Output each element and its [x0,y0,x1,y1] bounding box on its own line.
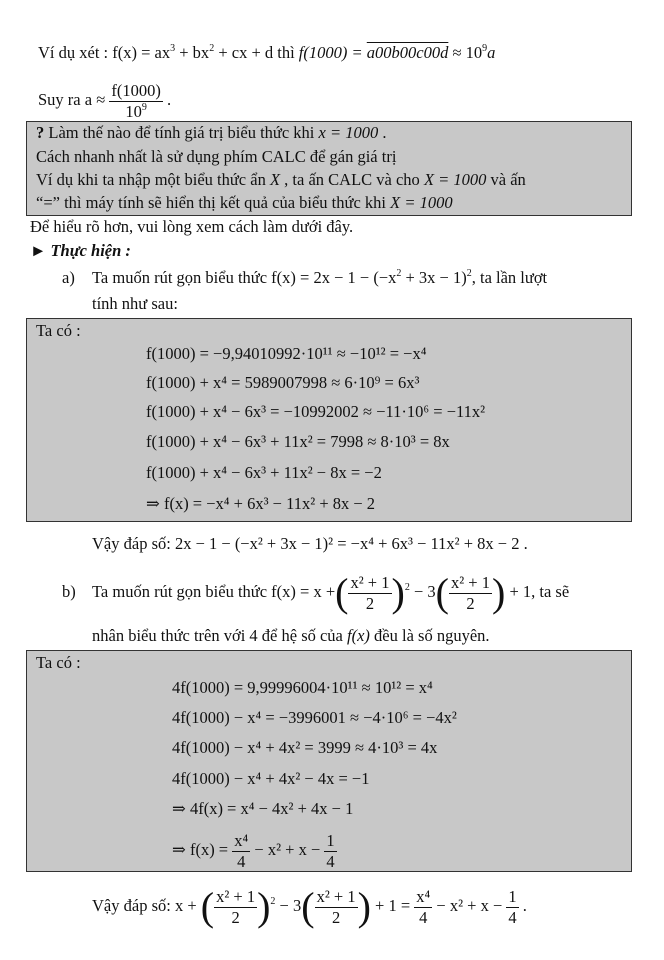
part-b-line-1: Ta muốn rút gọn biểu thức f(x) = x +( $\frac{\text{x² + 1}}{2}$ )$^2$ − 3( $\frac{\text{x² + 1}}{2}$ ) + 1, ta sẽ [92,570,570,616]
expr-part: ⇒ f(x) = [172,840,233,859]
part-b-step: ⇒ 4f(x) = x⁴ − 4x² + 4x − 1 [172,799,354,818]
part-a-step: f(1000) + x⁴ = 5989007998 ≈ 6·10⁹ = 6x³ [146,373,420,392]
part-b-answer: Vậy đáp số: x + ( $\frac{\text{x² + 1}}{2}$ )$^2$ − 3( $\frac{\text{x² + 1}}{2}$ ) + 1 = $\frac{\text{x⁴}}{4}$ − x² + x − $\frac{1}{4}$ . [92,884,527,930]
expr-part: ≈ 10 [448,43,483,62]
fraction [232,831,250,872]
part-a-step: f(1000) + x⁴ − 6x³ + 11x² − 8x = −2 [146,463,382,482]
fraction-numerator: x² + 1 [316,886,356,906]
question-line-4 [36,192,453,214]
part-a-box-title: Ta có : [36,321,81,340]
expr-part: x = 1000 [318,123,379,142]
part-a-line-1: Ta muốn rút gọn biểu thức $f(x) = 2x - 1 - (-x^2 + 3x - 1)^2$, ta lần lượt [92,268,548,287]
fraction-denominator: 4 [419,907,428,927]
expr-part: − 3 [275,896,302,915]
part-b-step: 4f(1000) − x⁴ + 4x² = 3999 ≈ 4·10³ = 4x [172,738,438,757]
fraction-numerator: 1 [508,886,517,906]
exponent: 9 [482,43,488,54]
punct: . [162,90,172,109]
part-text: , ta lần lượt [471,268,548,287]
part-text: Ta muốn rút gọn biểu thức f(x) = x + [92,582,336,601]
part-text: − 3 [409,582,436,601]
intro-line-1: Ví dụ xét : $f(x) = ax^3 + bx^2$ + cx + d thì $f(1000) = a00b00c00d \approx 10^9a$ [38,43,496,62]
fraction [324,831,336,872]
question-mark-icon: ? [36,123,45,142]
fraction-numerator: f(1000) [111,80,161,100]
part-text: đều là số nguyên. [369,626,490,645]
intro-text: Ví dụ xét : [38,43,113,62]
punct: . [378,123,387,142]
question-text: “=” thì máy tính sẽ hiển thị kết quả của biểu thức khi [36,193,391,212]
answer-expr: 2x − 1 − (−x² + 3x − 1)² = −x⁴ + 6x³ − 11x² + 8x − 2 . [174,534,528,553]
fraction-denominator: 4 [326,851,335,871]
answer-label: Vậy đáp số: [92,534,175,553]
part-text: nhân biểu thức trên với 4 để hệ số của [92,626,348,645]
part-a-answer [92,533,528,555]
fraction-numerator: x⁴ [234,830,249,850]
intro-text: Suy ra a ≈ [38,90,110,109]
fraction-numerator: x⁴ [416,886,431,906]
part-b-step: 4f(1000) − x⁴ = −3996001 ≈ −4·10⁶ = −4x² [172,708,457,727]
question-text: và ấn [486,170,526,189]
section-title: ► Thực hiện : [30,241,131,260]
expr-part: − x² + x − [250,840,325,859]
fraction [414,887,432,928]
fraction-denominator: 4 [237,851,246,871]
part-b-step: 4f(1000) = 9,99996004·10¹¹ ≈ 10¹² = x⁴ [172,678,433,697]
part-text: + 3x − 1) [401,268,467,287]
part-b-step: 4f(1000) − x⁴ + 4x² − 4x = −1 [172,769,370,788]
intro-text: thì [273,43,299,62]
expr-part: X = 1000 [390,193,453,212]
fraction [214,887,257,928]
fraction-numerator: x² + 1 [350,572,390,592]
after-box-text: Để hiểu rõ hơn, vui lòng xem cách làm dưới đây. [30,217,354,236]
part-b-box-title: Ta có : [36,653,81,672]
question-line-1 [36,122,386,144]
fraction-denominator: 2 [365,593,375,613]
fraction-denominator: 2 [231,907,240,927]
fraction-numerator: x² + 1 [216,886,256,906]
overlined-digits: a00b00c00d [366,43,449,62]
fraction [506,887,518,928]
fraction-denominator: 4 [508,907,517,927]
fraction-numerator: 1 [326,830,335,850]
expr-part: + cx + d [214,43,274,62]
part-a-step: f(1000) = −9,94010992·10¹¹ ≈ −10¹² = −x⁴ [146,344,427,363]
answer-label: Vậy đáp số: x + [92,896,201,915]
part-b-label: b) [62,582,76,601]
part-a-step: f(1000) + x⁴ − 6x³ + 11x² = 7998 ≈ 8·10³ = 8x [146,432,450,451]
expr-part: X = 1000 [423,170,487,189]
expr-part: − x² + x − [432,896,507,915]
exponent: 9 [141,101,147,113]
question-text: , ta ấn CALC và cho [280,170,424,189]
part-a-label: a) [62,268,75,287]
expr-part: a [487,43,496,62]
part-b-line-2 [92,625,490,647]
part-a-line-2: tính như sau: [92,294,178,313]
fraction-denominator: 10 [125,101,142,121]
fraction-denominator: 2 [466,593,475,613]
part-b-step-last [172,828,337,872]
expr-part: + 1 = [370,896,415,915]
question-text: Làm thế nào để tính giá trị biểu thức khi [44,123,319,142]
part-a-step: ⇒ f(x) = −x⁴ + 6x³ − 11x² + 8x − 2 [146,494,376,513]
expr-part: + bx [175,43,210,62]
expr-part: f(1000) = [298,43,367,62]
fraction-numerator: x² + 1 [450,572,490,592]
question-line-2: Cách nhanh nhất là sử dụng phím CALC để gán giá trị [36,147,397,166]
fraction-denominator: 2 [331,907,341,927]
expr-part: f(x) = ax [112,43,171,62]
fraction [315,887,358,928]
expr-part: f(x) [347,626,370,645]
punct: . [518,896,527,915]
question-text: Ví dụ khi ta nhập một biểu thức ẩn [36,170,270,189]
question-line-3 [36,169,526,191]
part-text: Ta muốn rút gọn biểu thức f(x) = 2x − 1 − (−x [92,268,397,287]
fraction [348,573,391,614]
intro-line-2 [38,78,171,122]
part-a-step: f(1000) + x⁴ − 6x³ = −10992002 ≈ −11·10⁶ = −11x² [146,402,486,421]
fraction [449,573,492,614]
expr-part: X [269,170,281,189]
part-text: + 1, ta sẽ [505,582,570,601]
fraction [109,81,162,122]
